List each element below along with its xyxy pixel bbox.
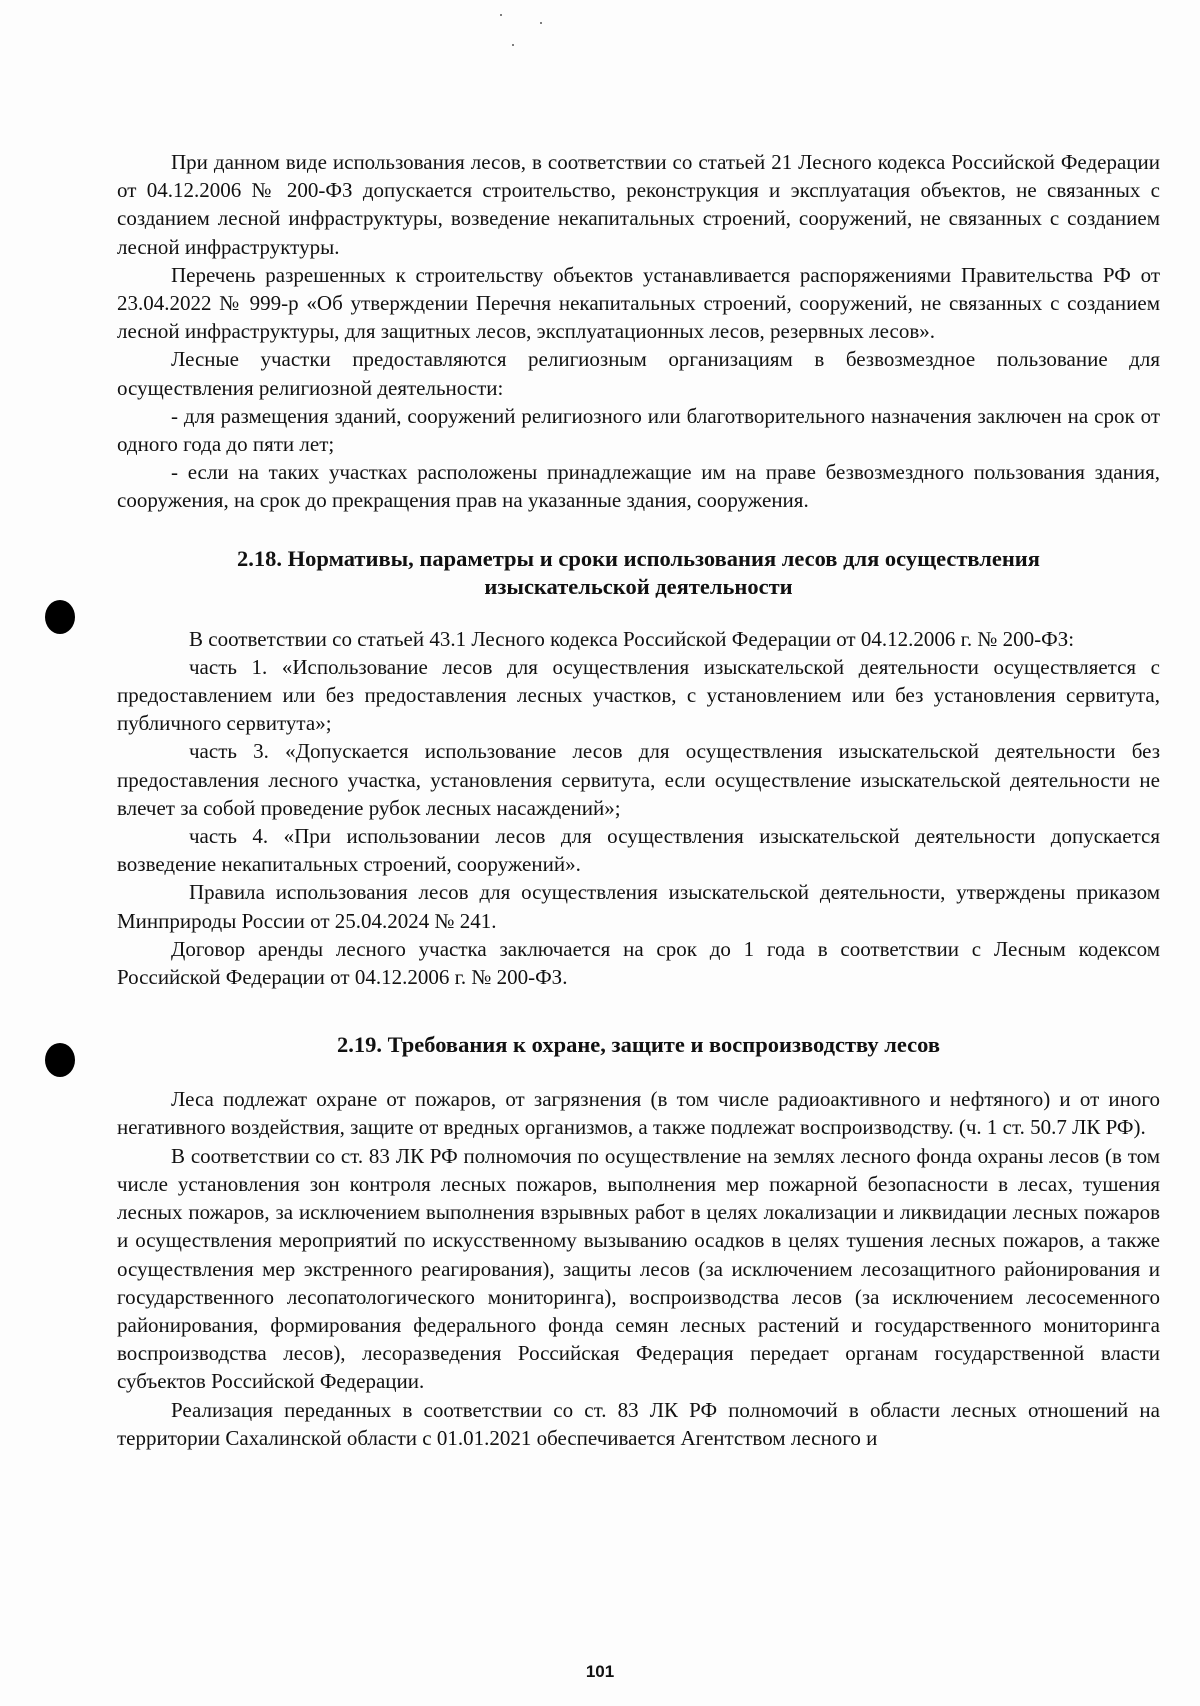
paragraph: Договор аренды лесного участка заключается на срок до 1 года в соответствии с Лесным кодексом Российской Федерации от 04.12.2006 г. № 200-ФЗ. <box>117 936 1160 990</box>
paragraph: Правила использования лесов для осуществления изыскательской деятельности, утверждены приказом Минприроды России от 25.04.2024 № 241. <box>117 880 1160 933</box>
paragraph: часть 4. «При использовании лесов для осуществления изыскательской деятельности допускается возведение некапитальных строений, сооружений». <box>117 824 1160 877</box>
paragraph: В соответствии со ст. 83 ЛК РФ полномочия по осуществление на землях лесного фонда охраны лесов (в том числе установления зон контроля лесных пожаров, выполнения мер пожарной безопасности в лесах, тушения лесных пожаров, за исключением выполнения взрывных работ в целях локализации и ликвидации лесных пожаров и осуществления мероприятий по искусственному вызыванию осадков в целях тушения лесных пожаров, а также осуществления мер экстренного реагирования), защиты лесов (за исключением лесозащитного районирования и государственного лесопатологического мониторинга), воспроизводства лесов (за исключением лесосеменного районирования, формирования федерального фонда семян лесных растений и государственного мониторинга воспроизводства лесов), лесоразведения Российская Федерация передает органам государственной власти субъектов Российской Федерации. <box>117 1143 1160 1394</box>
scan-speck <box>540 22 542 24</box>
paragraph: Перечень разрешенных к строительству объектов устанавливается распоряжениями Правительства РФ от 23.04.2022 № 999-р «Об утверждении Перечня некапитальных строений, сооружений, не связанных с созданием лесной инфраструктуры, для защитных лесов, эксплуатационных лесов, резервных лесов». <box>117 262 1160 344</box>
paragraph: Леса подлежат охране от пожаров, от загрязнения (в том числе радиоактивного и нефтяного) и от иного негативного воздействия, защите от вредных организмов, а также подлежат воспроизводству. (ч. 1 ст. 50.7 ЛК РФ). <box>117 1087 1160 1140</box>
paragraph: часть 3. «Допускается использование лесов для осуществления изыскательской деятельности без предоставления лесного участка, установления сервитута, если осуществление изыскательской деятельности не влечет за собой проведение рубок лесных насаждений»; <box>117 739 1160 820</box>
section-heading: 2.19. Требования к охране, защите и воспроизводству лесов <box>337 1032 940 1058</box>
paragraph: часть 1. «Использование лесов для осуществления изыскательской деятельности осуществляется с предоставлением или без предоставления лесных участков, с установлением или без установления сервитута, публичного сервитута»; <box>117 654 1160 736</box>
document-body <box>117 148 1160 1452</box>
paragraph: В соответствии со статьей 43.1 Лесного кодекса Российской Федерации от 04.12.2006 г. № 200-ФЗ: <box>189 626 1075 651</box>
section-heading: 2.18. Нормативы, параметры и сроки использования лесов для осуществления изыскательской деятельности <box>237 545 1040 599</box>
paragraph: Реализация переданных в соответствии со ст. 83 ЛК РФ полномочий в области лесных отношений на территории Сахалинской области с 01.01.2021 обеспечивается Агентством лесного и <box>117 1397 1160 1450</box>
page-number: 101 <box>585 1662 615 1681</box>
scan-speck <box>500 14 502 16</box>
punch-hole-mark <box>45 600 75 634</box>
punch-hole-mark <box>45 1043 75 1077</box>
paragraph: При данном виде использования лесов, в соответствии со статьей 21 Лесного кодекса Российской Федерации от 04.12.2006 № 200-ФЗ допускается строительство, реконструкция и эксплуатация объектов, не связанных с созданием лесной инфраструктуры, возведение некапитальных строений, сооружений, не связанных с созданием лесной инфраструктуры. <box>117 150 1160 259</box>
paragraph: Лесные участки предоставляются религиозным организациям в безвозмездное пользование для осуществления религиозной деятельности: <box>117 347 1160 400</box>
scan-speck <box>512 44 514 46</box>
list-item: - если на таких участках расположены принадлежащие им на праве безвозмездного пользования здания, сооружения, на срок до прекращения прав на указанные здания, сооружения. <box>117 460 1160 513</box>
list-item: - для размещения зданий, сооружений религиозного или благотворительного назначения заключен на срок от одного года до пяти лет; <box>117 403 1160 457</box>
